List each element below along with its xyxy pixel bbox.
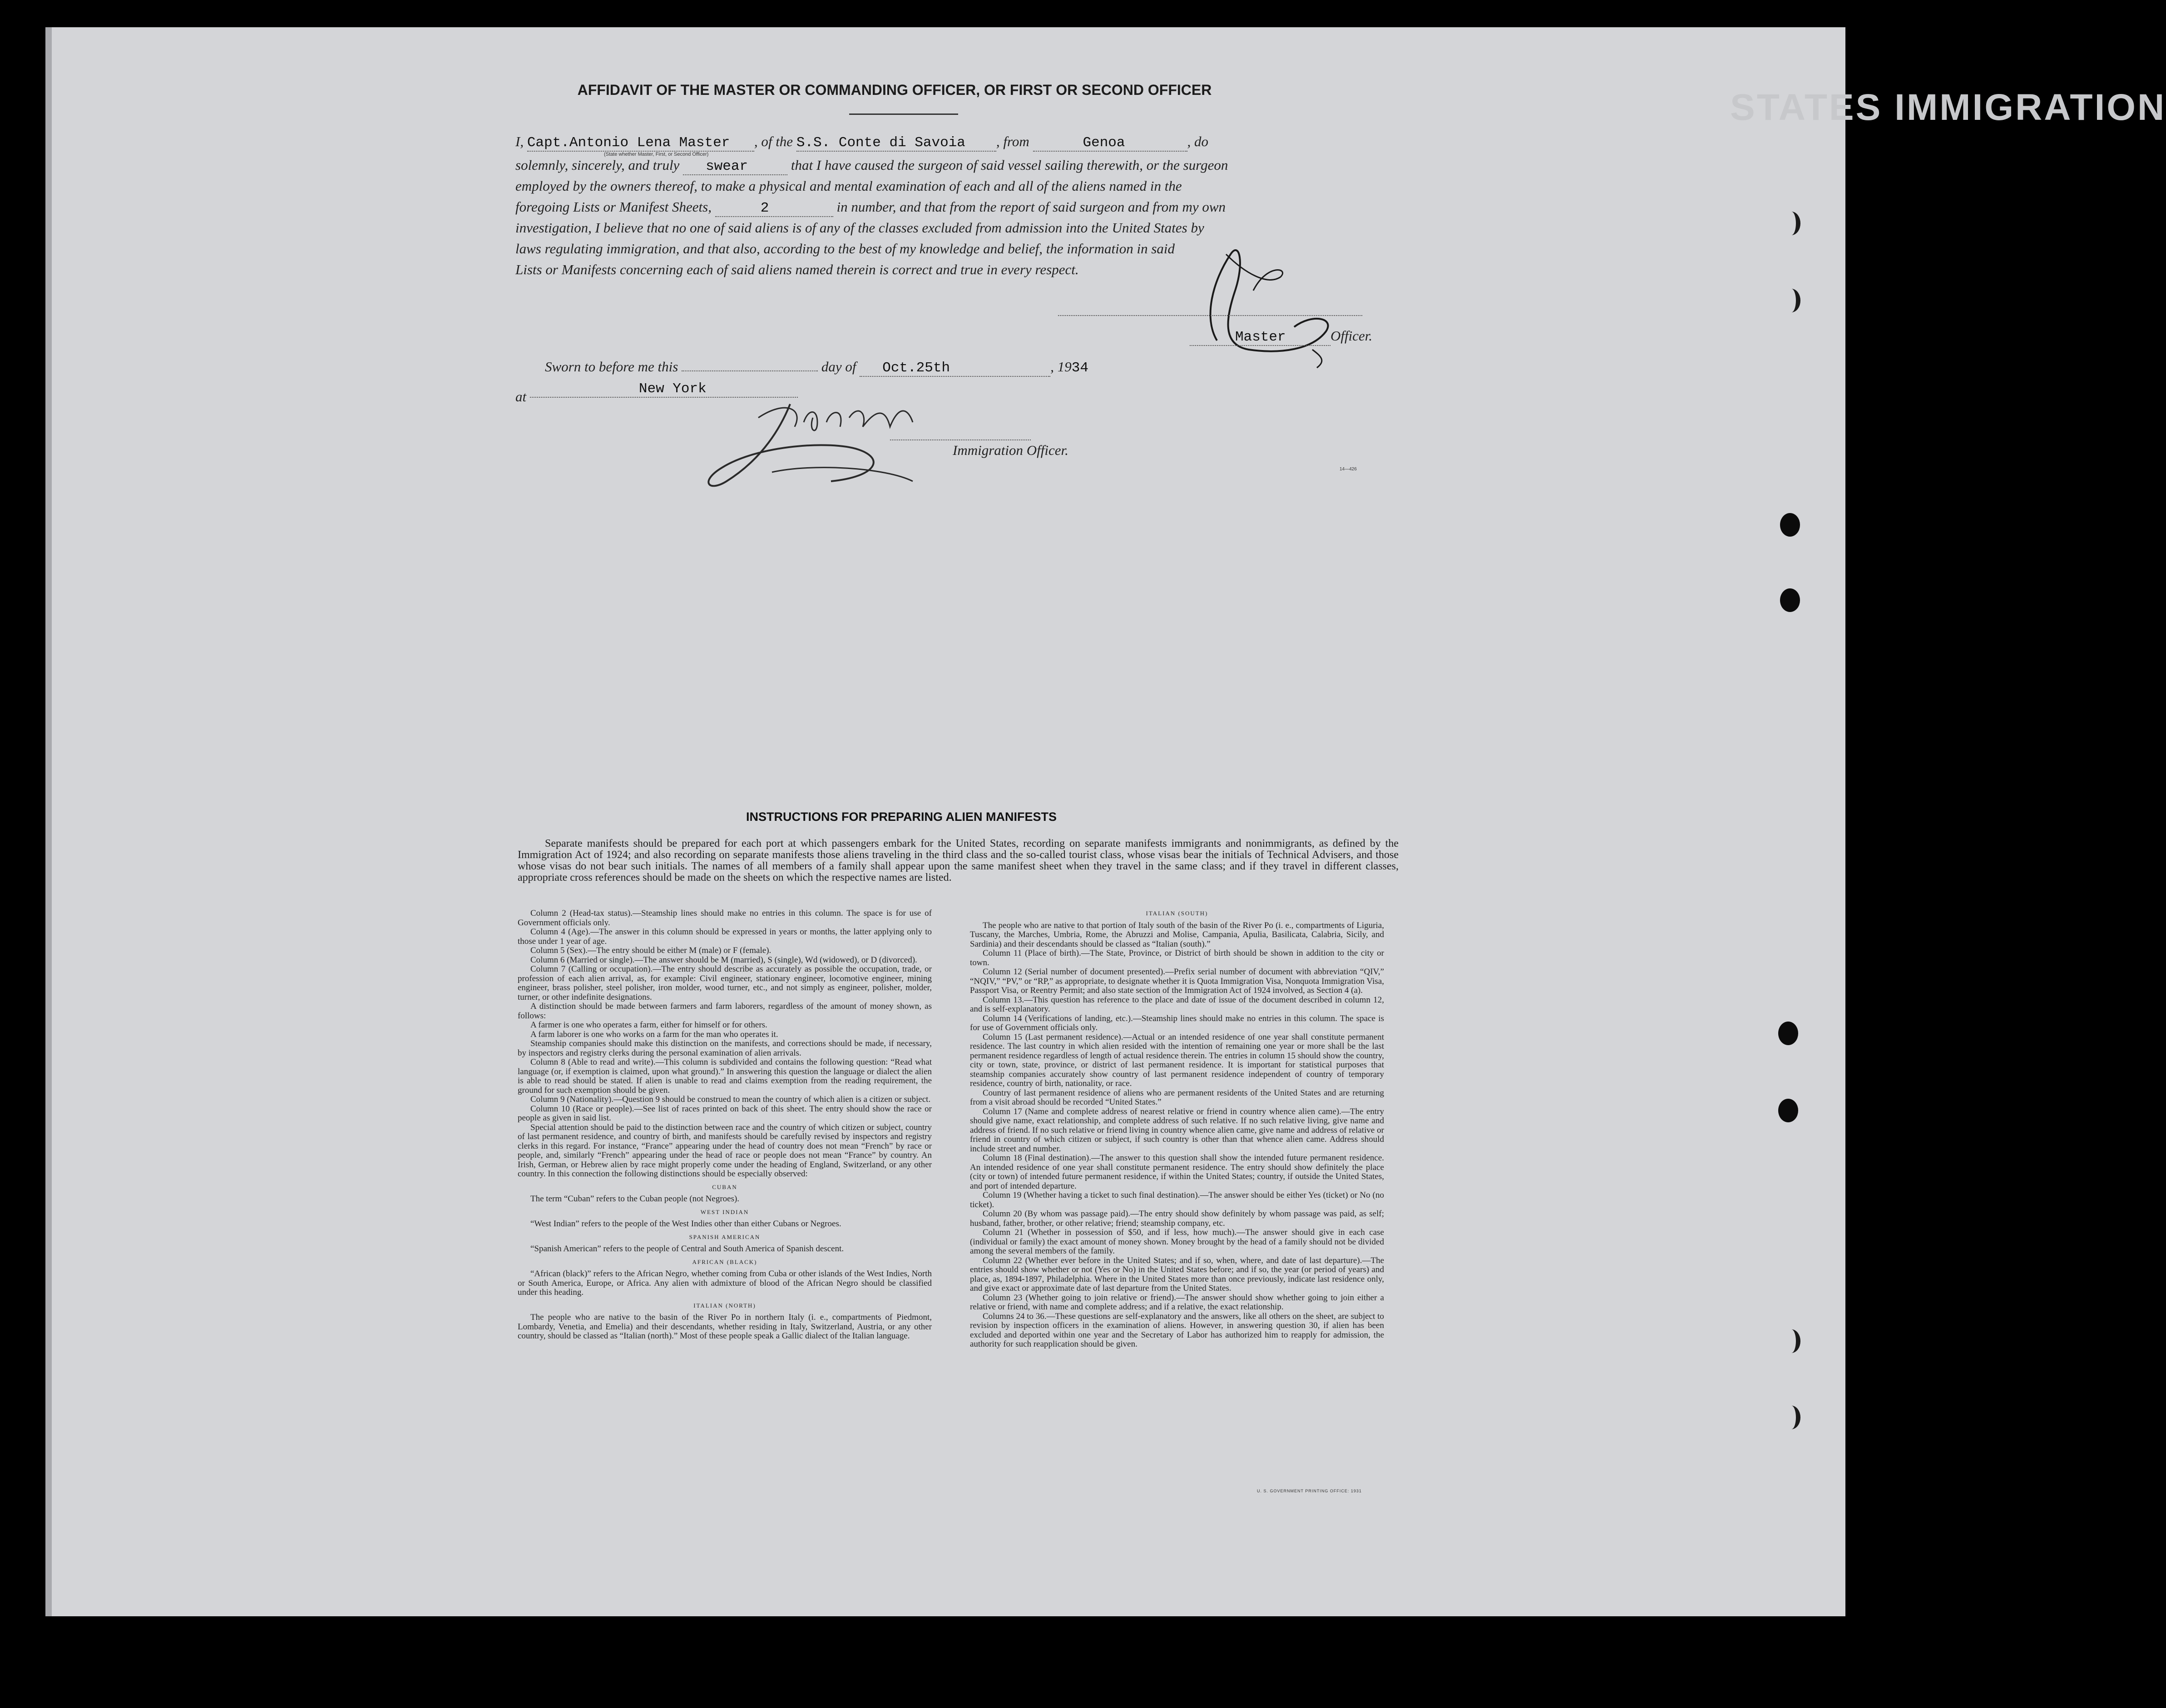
italian-north-definition: The people who are native to the basin of the River Po in northern Italy (i. e., compartments of Piedmont, Lombardy, Venetia, and Emelia) and their descendants, whether residing in Italy, Switzerland, Austria, or any other country, should be classed as “Italian (north).” Most of these people speak a Gallic dialect of the Italian language. <box>518 1313 932 1341</box>
affidavit-text: , 19 <box>1050 359 1072 375</box>
signature-line <box>1058 315 1362 316</box>
cuban-definition: The term “Cuban” refers to the Cuban people (not Negroes). <box>530 1194 740 1204</box>
farmer-distinction: A distinction should be made between farmers and farm laborers, regardless of the amount of money shown, as follows: <box>518 1002 932 1021</box>
instructions-intro: Separate manifests should be prepared for each port at which passengers embark for the United States, recording on separate manifests immigrants and nonimmigrants, as defined by the Immigration Act of 1924; and also recording on separate manifests those aliens traveling in the third class and the so-called tourist class, whose visas bear the initials of Technical Advisers, and those whose visas do not bear such initials. The names of all members of a family shall appear upon the same manifest sheet when they travel in the same class; and if they travel in different classes, appropriate cross references should be made on the sheets on which the respective names are listed. <box>518 838 1399 884</box>
affidavit-line-4 <box>515 199 1392 217</box>
rank-hint: (State whether Master, First, or Second Officer) <box>604 152 709 157</box>
steamship-corrections: Steamship companies should make this distinction on the manifests, and corrections should be made, if necessary, by inspectors and registry clerks during the personal examination of alien arrivals. <box>518 1039 932 1058</box>
column-21-instruction: Column 21 (Whether in possession of $50, and if less, how much).—The answer should give in each case (individual or family) the exact amount of money shown. Money brought by the head of a family should not be divided among the several members of the family. <box>970 1228 1384 1256</box>
heading-cuban: CUBAN <box>712 1183 737 1190</box>
instructions-title: INSTRUCTIONS FOR PREPARING ALIEN MANIFESTS <box>746 810 1057 824</box>
binding-edge <box>45 27 52 1616</box>
title-rule <box>849 114 958 115</box>
affidavit-text: , of the <box>754 133 793 149</box>
spanish-american-definition: “Spanish American” refers to the people of Central and South America of Spanish descent. <box>530 1244 844 1254</box>
affidavit-line-7: Lists or Manifests concerning each of said aliens named therein is correct and true in every respect. <box>515 262 1079 277</box>
heading-spanish-american: SPANISH AMERICAN <box>689 1233 761 1240</box>
departure-port-field: Genoa <box>1083 135 1125 151</box>
column-7-instruction: Column 7 (Calling or occupation).—The entry should describe as accurately as possible the occupation, trade, or profession of each alien arrival, as, for example: Civil engineer, stationary engineer, locomotive engineer, mining engineer, brass polisher, steel polisher, iron molder, wood turner, etc., and not simply as engineer, polisher, molder, turner, or other indefinite designations. <box>518 964 932 1002</box>
form-number: 14—426 <box>1340 467 1357 472</box>
columns-24-36-instruction: Columns 24 to 36.—These questions are self-explanatory and the answers, like all others on the sheet, are subject to revision by inspection officers in the examination of aliens. However, in answering question 30, if alien has been excluded and deported within one year and the Secretary of Labor has authorized him to reapply for admission, the authority for such reapplication should be given. <box>970 1311 1384 1349</box>
affidavit-text: in number, and that from the report of said surgeon and from my own <box>836 199 1226 215</box>
column-22-instruction: Column 22 (Whether ever before in the United States; and if so, when, where, and date of last departure).—The entries should show whether or not (Yes or No) in the United States before; and if so, the year (or period of years) and place, as, 1894-1897, Philadelphia. Where in the United States more than once previously, indicate last residence only, and give exact or approximate date of last departure from the United States. <box>970 1255 1384 1293</box>
column-10-instruction: Column 10 (Race or people).—See list of races printed on back of this sheet. The entry should show the race or people as given in said list. <box>518 1104 932 1123</box>
column-23-instruction: Column 23 (Whether going to join relative or friend).—The answer should show whether going to join either a relative or friend, with name and complete address; and if a relative, the exact relationship. <box>970 1293 1384 1312</box>
affidavit-text: at <box>515 389 527 405</box>
column-4-instruction: Column 4 (Age).—The answer in this column should be expressed in years or months, the latter applying only to those under 1 year of age. <box>518 927 932 946</box>
officer-label: Officer. <box>1330 328 1373 344</box>
master-signature <box>1176 236 1349 372</box>
punch-hole <box>1782 212 1800 235</box>
affidavit-line-1 <box>515 133 1392 152</box>
heading-italian-south: ITALIAN (SOUTH) <box>1146 910 1208 917</box>
heading-african: AFRICAN (BLACK) <box>692 1258 757 1265</box>
sworn-year-field: 34 <box>1071 360 1088 376</box>
sworn-line <box>545 359 1421 377</box>
punch-hole <box>1780 513 1800 537</box>
column-5-instruction: Column 5 (Sex).—The entry should be either M (male) or F (female). <box>530 946 771 955</box>
immigration-officer-label: Immigration Officer. <box>953 442 1068 458</box>
column-14-instruction: Column 14 (Verifications of landing, etc.).—Steamship lines should make no entries in this column. The space is for use of Government officials only. <box>970 1013 1384 1032</box>
west-indian-definition: “West Indian” refers to the people of the West Indies other than either Cubans or Negroes. <box>530 1219 841 1229</box>
race-country-distinction: Special attention should be paid to the distinction between race and the country of which citizen or subject, country of last permanent residence, and country of birth, and manifests should be carefully revised by inspectors and registry clerks in this regard. For instance, “France” appearing under the head of country does not mean “French” by race or people, and, similarly “French” appearing under the head of race or people does not mean “France” by country. An Irish, German, or Hebrew alien by race might properly come under the heading of England, Switzerland, or any other country. In this connection the following distinctions should be especially observed: <box>518 1122 932 1179</box>
column-2-instruction: Column 2 (Head-tax status).—Steamship lines should make no entries in this column. The space is for use of Government officials only. <box>518 908 932 928</box>
heading-italian-north: ITALIAN (NORTH) <box>693 1302 756 1309</box>
affidavit-text: day of <box>821 359 856 375</box>
punch-hole <box>1782 1406 1800 1429</box>
sworn-place-field: New York <box>638 381 707 397</box>
instructions-left-column <box>518 909 932 1341</box>
column-18-instruction: Column 18 (Final destination).—The answer to this question shall show the intended future permanent residence. An intended residence of one year shall constitute permanent residence. The entry should show definitely the place (city or town) of intended future permanent residence, if within the United States; country, if outside the United States, and port of intended departure. <box>970 1153 1384 1191</box>
affidavit-text: I, <box>515 133 524 149</box>
column-9-instruction: Column 9 (Nationality).—Question 9 should be construed to mean the country of which alien is a citizen or subject. <box>530 1095 931 1104</box>
heading-west-indian: WEST INDIAN <box>700 1208 749 1215</box>
affidavit-text: , from <box>996 133 1029 149</box>
affidavit-text: , do <box>1187 133 1208 149</box>
column-6-instruction: Column 6 (Married or single).—The answer should be M (married), S (single), Wd (widowed), or D (divorced). <box>530 955 917 965</box>
signer-rank-field: Master <box>1235 329 1286 345</box>
permanent-residence-note: Country of last permanent residence of aliens who are permanent residents of the United States and are returning from a visit abroad should be recorded “United States.” <box>970 1088 1384 1107</box>
farmer-definition: A farmer is one who operates a farm, either for himself or for others. <box>530 1020 767 1030</box>
affidavit-text: that I have caused the surgeon of said vessel sailing therewith, or the surgeon <box>791 157 1228 173</box>
punch-hole <box>1780 588 1800 612</box>
punch-hole <box>1782 1329 1800 1353</box>
affidavit-line-6: laws regulating immigration, and that also, according to the best of my knowledge and belief, the information in said <box>515 241 1175 257</box>
column-11-instruction: Column 11 (Place of birth).—The State, Province, or District of birth should be shown in addition to the city or town. <box>970 948 1384 968</box>
punch-hole <box>1782 289 1800 312</box>
signer-rank-line <box>1190 328 1394 346</box>
african-definition: “African (black)” refers to the African Negro, whether coming from Cuba or other islands of the West Indies, North or South America, Europe, or Africa. Any alien with admixture of blood of the African Negro should be classified under this heading. <box>518 1269 932 1297</box>
affidavit-line-3: employed by the owners thereof, to make a physical and mental examination of each and all of the aliens named in the <box>515 178 1182 194</box>
punch-hole <box>1778 1022 1798 1045</box>
sworn-date-field: Oct.25th <box>882 360 950 376</box>
column-20-instruction: Column 20 (By whom was passage paid).—The entry should show definitely by whom passage was paid, as self; husband, father, brother, or other relative; friend; steamship company, etc. <box>970 1209 1384 1228</box>
column-17-instruction: Column 17 (Name and complete address of nearest relative or friend in country whence alien came).—The entry should give name, exact relationship, and complete address of such relative. If no such relative living, give name and address of friend. If no such relative or friend living in country whence alien came, give name and address of relative or friend in country of which citizen or subject, if such country is other than that whence alien came. Address should include street and number. <box>970 1106 1384 1154</box>
oath-field: swear <box>706 158 748 174</box>
affidavit-line-2 <box>515 157 1392 175</box>
affidavit-text: Sworn to before me this <box>545 359 678 375</box>
officer-signature-line <box>890 439 1031 440</box>
column-12-instruction: Column 12 (Serial number of document presented).—Prefix serial number of document with abbreviation “QIV,” “NQIV,” “PV,” or “RP,” as appropriate, to designate whether it is Quota Immigration Visa, Nonquota Immigration Visa, Passport Visa, or Reentry Permit; and also state section of the Immigration Act of 1924 involved, as Section 4 (a). <box>970 967 1384 995</box>
affidavit-title: AFFIDAVIT OF THE MASTER OR COMMANDING OFFICER, OR FIRST OR SECOND OFFICER <box>577 82 1212 98</box>
affidavit-line-5: investigation, I believe that no one of said aliens is of any of the classes excluded from admission into the United States by <box>515 220 1204 236</box>
ship-name-field: S.S. Conte di Savoia <box>796 135 965 151</box>
column-8-instruction: Column 8 (Able to read and write).—This column is subdivided and contains the following question: “Read what language (or, if exemption is claimed, upon what ground).” In answering this question the language or dialect the alien is able to read should be stated. If alien is unable to read and claims exemption from the reading requirement, the ground for such exemption should be given. <box>518 1057 932 1095</box>
column-19-instruction: Column 19 (Whether having a ticket to such final destination).—The answer should be either Yes (ticket) or No (no ticket). <box>970 1190 1384 1209</box>
farm-laborer-definition: A farm laborer is one who works on a farm for the man who operates it. <box>530 1029 778 1039</box>
master-name-field: Capt.Antonio Lena Master <box>527 135 730 151</box>
italian-south-definition: The people who are native to that portion of Italy south of the basin of the River Po (i. e., compartments of Liguria, Tuscany, the Marches, Umbria, Rome, the Abruzzi and Molise, Campania, Apulia, Basilicata, Calabria, Sicily, and Sardinia) and their descendants should be classed as “Italian (south).” <box>970 920 1384 949</box>
bleed-through-text: STATES IMMIGRATION <box>1730 87 2166 128</box>
instructions-right-column <box>970 909 1384 1349</box>
printing-office-note: U. S. GOVERNMENT PRINTING OFFICE: 1931 <box>1257 1489 1362 1493</box>
column-15-instruction: Column 15 (Last permanent residence).—Actual or an intended residence of one year shall constitute permanent residence. The last country in which alien resided with the intention of remaining one year or more shall be the last permanent residence regardless of length of actual residence therein. The entries in column 15 should show the country, city or town, state, province, or district of last permanent residence. It is important for statistical purposes that steamship companies accurately show country of last permanent residence independent of country of temporary residence, country of birth, nationality, or race. <box>970 1032 1384 1088</box>
sheet-count-field: 2 <box>760 200 769 216</box>
affidavit-text: foregoing Lists or Manifest Sheets, <box>515 199 712 215</box>
punch-hole <box>1778 1099 1798 1122</box>
column-13-instruction: Column 13.—This question has reference to the place and date of issue of the document described in column 12, and is self-explanatory. <box>970 995 1384 1014</box>
affidavit-text: solemnly, sincerely, and truly <box>515 157 680 173</box>
